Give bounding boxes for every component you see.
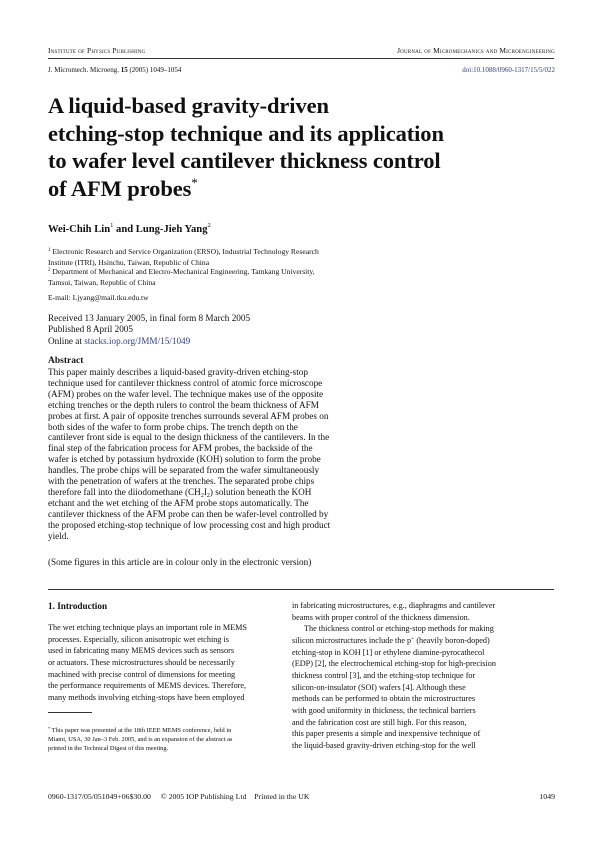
author-conjunction: and bbox=[116, 224, 134, 235]
page-number: 1049 bbox=[539, 792, 555, 801]
section-heading: 1. Introduction bbox=[48, 601, 108, 611]
copyright: © 2005 IOP Publishing Ltd bbox=[160, 792, 247, 801]
title-line: to wafer level cantilever thickness control bbox=[48, 148, 441, 173]
paragraph: The thickness control or etching-stop methods for making silicon microstructures include the p+ (heavily boron-doped) etching-stop in KOH [1] or ethylene diamine-pyrocathecol (EDP) [2], the electrochemical etching-stop for high-precision thickness control [3], and the etching-stop technique for silicon-on-insulator (SOI) wafers [4]. Although these methods can be performed to obtain the microstructures with good uniformity in thickness, the technical barriers and the fabrication cost are still high. For this reason, this paper presents a simple and inexpensive technique of the liquid-based gravity-driven etching-stop for the well bbox=[292, 624, 496, 750]
header-rule bbox=[48, 58, 554, 59]
author-name: Wei-Chih Lin bbox=[48, 224, 111, 235]
publisher-name: Institute of Physics Publishing bbox=[48, 46, 146, 55]
citation-volume: 15 bbox=[120, 66, 128, 74]
title-footnote-mark[interactable]: * bbox=[191, 174, 198, 190]
title-line: of AFM probes* bbox=[48, 174, 198, 201]
colour-note: (Some figures in this article are in colour only in the electronic version) bbox=[48, 557, 312, 567]
received-date: Received 13 January 2005, in final form 8 March 2005 bbox=[48, 313, 251, 323]
title-line: etching-stop technique and its application bbox=[48, 120, 444, 146]
online-info: Online at stacks.iop.org/JMM/15/1049 bbox=[48, 335, 191, 346]
author-name: Lung-Jieh Yang bbox=[135, 224, 208, 235]
section-rule bbox=[48, 589, 554, 590]
title-line: A liquid-based gravity-driven bbox=[48, 93, 329, 118]
intro-left-column: The wet etching technique plays an important role in MEMS processes. Especially, silicon anisotropic wet etching is used in fabricating many MEMS devices such as sensors or actuators. These microstructures should be necessarily machined with precise control of dimensions for meeting the performance requirements of MEMS devices. Therefore, many methods involving etching-stops have been employed bbox=[48, 623, 247, 702]
affiliation-ref: 2 bbox=[207, 222, 211, 229]
paragraph: in fabricating microstructures, e.g., diaphragms and cantilever beams with proper control of the thickness dimension. bbox=[292, 601, 496, 622]
citation bbox=[48, 66, 181, 74]
journal-name: Journal of Micromechanics and Microengineering bbox=[397, 46, 555, 55]
online-url-link[interactable]: stacks.iop.org/JMM/15/1049 bbox=[84, 335, 191, 346]
abstract-heading: Abstract bbox=[48, 356, 84, 366]
affiliation-ref: 1 bbox=[110, 222, 114, 229]
affiliation-1: $^1$ Electronic Research and Service Organization (ERSO), Industrial Technology Research Institute (ITRI), Hsinchu, Taiwan, Republic of China bbox=[48, 247, 319, 267]
author-email: E-mail: Ljyang@mail.tku.edu.tw bbox=[48, 293, 149, 302]
footnote-rule bbox=[48, 712, 92, 713]
issn: 0960-1317/05/051049+06$30.00 bbox=[48, 792, 151, 801]
footnote: * This paper was presented at the 18th IEEE MEMS conference, held in Miami, USA, 30 Jan–3 Feb. 2005, and is an expansion of the abstract as printed in the Technical Digest of this meeting. bbox=[48, 726, 233, 752]
published-date: Published 8 April 2005 bbox=[48, 324, 133, 335]
article-title bbox=[48, 92, 548, 202]
affiliation-2: $^2$ Department of Mechanical and Electro-Mechanical Engineering, Tamkang University, Tamsui, Taiwan, Republic of China bbox=[48, 267, 315, 287]
page-footer bbox=[48, 792, 310, 801]
doi-link[interactable]: doi:10.1088/0960-1317/15/5/022 bbox=[462, 66, 555, 74]
author-list bbox=[48, 224, 211, 235]
citation-pages: (2005) 1049–1054 bbox=[129, 66, 182, 74]
publication-dates bbox=[48, 313, 250, 347]
printed-location: Printed in the UK bbox=[254, 792, 310, 801]
abstract-text: This paper mainly describes a liquid-based gravity-driven etching-stop technique used for cantilever thickness control of atomic force microscope (AFM) probes on the wafer level. The technique makes use of the opposite etching trenches or the depth rulers to control the beam thickness of AFM probes at first. A pair of opposite trenches surrounds several AFM probes on both sides of the wafer to form probe chips. The trench depth on the cantilever front side is equal to the design thickness of the cantilevers. In the final step of the fabrication process for AFM probes, the backside of the wafer is etched by potassium hydroxide (KOH) solution to form the probe handles. The probe chips will be separated from the wafer simultaneously with the penetration of wafers at the trenches. The separated probe chips therefore fall into the diiodomethane $(CH_2I_2)$ solution beneath the KOH etchant and the wet etching of the AFM probe stops automatically. The cantilever thickness of the AFM probe can then be wafer-level controlled by the proposed etching-stop technique of low processing cost and high product yield. bbox=[48, 367, 331, 541]
citation-journal: J. Micromech. Microeng. bbox=[48, 66, 119, 74]
intro-right-column bbox=[292, 600, 554, 752]
